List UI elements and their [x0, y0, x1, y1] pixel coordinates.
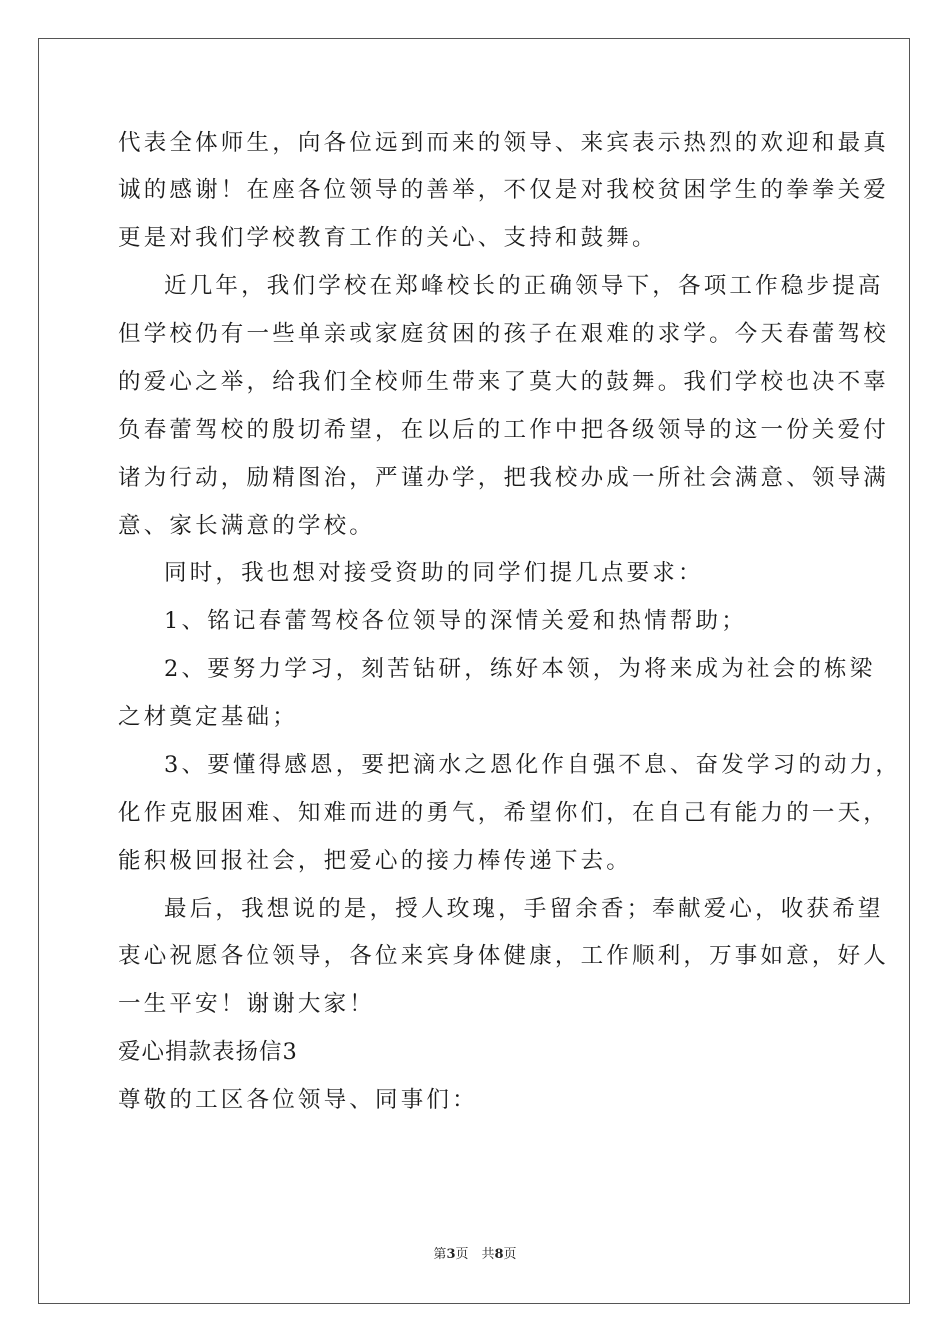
text-line: 能积极回报社会，把爱心的接力棒传递下去。: [118, 848, 633, 874]
page-footer: [0, 1247, 950, 1263]
text-line: 负春蕾驾校的殷切希望，在以后的工作中把各级领导的这一份关爱付: [118, 417, 890, 443]
salutation: 尊敬的工区各位领导、同事们：: [118, 1087, 478, 1113]
section-heading: 爱心捐款表扬信3: [118, 1039, 298, 1065]
text-line: 衷心祝愿各位领导，各位来宾身体健康，工作顺利，万事如意，好人: [118, 943, 890, 969]
text-line: 化作克服困难、知难而进的勇气，希望你们，在自己有能力的一天，: [118, 800, 890, 826]
text-line: 之材奠定基础；: [118, 704, 298, 730]
paragraph-start: 近几年，我们学校在郑峰校长的正确领导下，各项工作稳步提高: [164, 273, 884, 299]
current-page-number: 3: [446, 1247, 456, 1262]
text-line: 但学校仍有一些单亲或家庭贫困的孩子在艰难的求学。今天春蕾驾校: [118, 321, 890, 347]
text-line: 意、家长满意的学校。: [118, 513, 376, 539]
text-line: 诚的感谢！在座各位领导的善举，不仅是对我校贫困学生的拳拳关爱: [118, 177, 890, 203]
footer-mid: 页 共: [455, 1247, 495, 1262]
text-line: 代表全体师生，向各位远到而来的领导、来宾表示热烈的欢迎和最真: [118, 130, 890, 156]
paragraph-start: 同时，我也想对接受资助的同学们提几点要求：: [164, 560, 704, 586]
total-page-count: 8: [494, 1247, 504, 1262]
footer-suffix: 页: [503, 1247, 517, 1262]
paragraph-start: 最后，我想说的是，授人玫瑰，手留余香；奉献爱心，收获希望: [164, 896, 884, 922]
text-line: 诸为行动，励精图治，严谨办学，把我校办成一所社会满意、领导满: [118, 465, 890, 491]
list-item-1: 1、铭记春蕾驾校各位领导的深情关爱和热情帮助；: [164, 608, 747, 634]
list-item-3: 3、要懂得感恩，要把滴水之恩化作自强不息、奋发学习的动力，: [164, 752, 902, 778]
text-line: 的爱心之举，给我们全校师生带来了莫大的鼓舞。我们学校也决不辜: [118, 369, 890, 395]
text-line: 更是对我们学校教育工作的关心、支持和鼓舞。: [118, 225, 658, 251]
list-item-2: 2、要努力学习，刻苦钻研，练好本领，为将来成为社会的栋梁: [164, 656, 876, 682]
text-line: 一生平安！谢谢大家！: [118, 991, 376, 1017]
footer-prefix: 第: [433, 1247, 447, 1262]
